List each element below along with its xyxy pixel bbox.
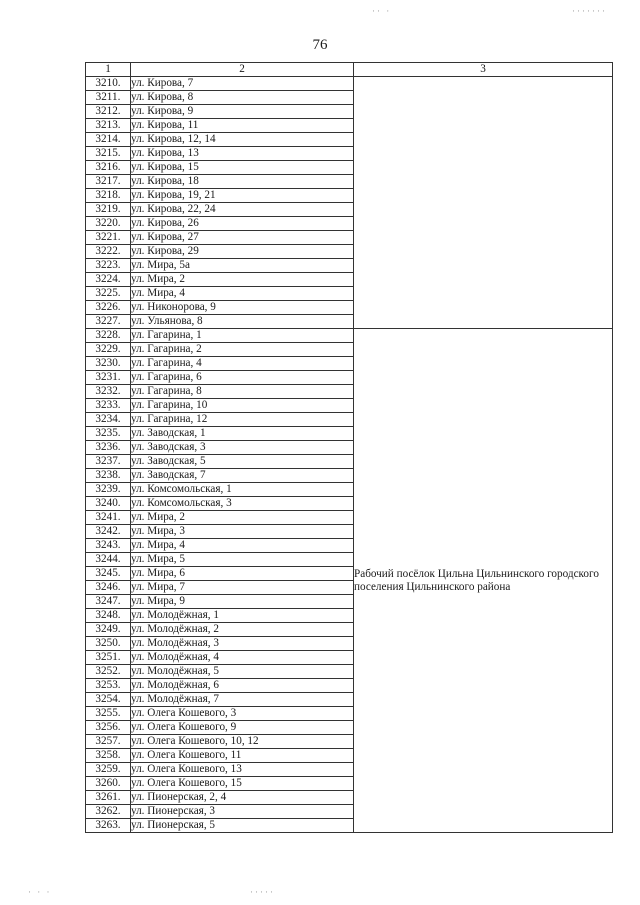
row-number: 3230. xyxy=(86,357,131,371)
row-number: 3248. xyxy=(86,609,131,623)
row-number: 3233. xyxy=(86,399,131,413)
row-address: ул. Гагарина, 10 xyxy=(131,399,354,413)
row-address: ул. Мира, 2 xyxy=(131,273,354,287)
row-address: ул. Кирова, 26 xyxy=(131,217,354,231)
row-number: 3249. xyxy=(86,623,131,637)
row-address: ул. Молодёжная, 4 xyxy=(131,651,354,665)
row-number: 3225. xyxy=(86,287,131,301)
row-number: 3244. xyxy=(86,553,131,567)
row-number: 3259. xyxy=(86,763,131,777)
table-body xyxy=(86,63,613,833)
row-address: ул. Гагарина, 12 xyxy=(131,413,354,427)
header-col-3: 3 xyxy=(354,63,613,77)
row-number: 3261. xyxy=(86,791,131,805)
row-address: ул. Олега Кошевого, 10, 12 xyxy=(131,735,354,749)
row-number: 3242. xyxy=(86,525,131,539)
row-number: 3218. xyxy=(86,189,131,203)
row-number: 3232. xyxy=(86,385,131,399)
row-address: ул. Заводская, 7 xyxy=(131,469,354,483)
row-address: ул. Мира, 5а xyxy=(131,259,354,273)
row-number: 3227. xyxy=(86,315,131,329)
row-number: 3263. xyxy=(86,819,131,833)
row-address: ул. Заводская, 3 xyxy=(131,441,354,455)
settlement-cell xyxy=(354,77,613,329)
row-address: ул. Кирова, 19, 21 xyxy=(131,189,354,203)
row-address: ул. Мира, 7 xyxy=(131,581,354,595)
row-address: ул. Мира, 4 xyxy=(131,287,354,301)
row-address: ул. Молодёжная, 5 xyxy=(131,665,354,679)
row-address: ул. Мира, 9 xyxy=(131,595,354,609)
row-number: 3210. xyxy=(86,77,131,91)
page-number: 76 xyxy=(312,37,328,53)
row-address: ул. Молодёжная, 6 xyxy=(131,679,354,693)
row-address: ул. Комсомольская, 1 xyxy=(131,483,354,497)
row-address: ул. Никонорова, 9 xyxy=(131,301,354,315)
row-number: 3234. xyxy=(86,413,131,427)
row-number: 3222. xyxy=(86,245,131,259)
header-col-1: 1 xyxy=(86,63,131,77)
row-number: 3253. xyxy=(86,679,131,693)
scan-artifact: · · · xyxy=(28,887,52,897)
row-number: 3239. xyxy=(86,483,131,497)
row-number: 3238. xyxy=(86,469,131,483)
row-address: ул. Кирова, 27 xyxy=(131,231,354,245)
row-number: 3214. xyxy=(86,133,131,147)
row-address: ул. Гагарина, 2 xyxy=(131,343,354,357)
row-number: 3215. xyxy=(86,147,131,161)
row-address: ул. Мира, 3 xyxy=(131,525,354,539)
row-address: ул. Заводская, 5 xyxy=(131,455,354,469)
row-number: 3213. xyxy=(86,119,131,133)
row-address: ул. Гагарина, 1 xyxy=(131,329,354,343)
row-address: ул. Кирова, 29 xyxy=(131,245,354,259)
row-address: ул. Пионерская, 5 xyxy=(131,819,354,833)
row-number: 3211. xyxy=(86,91,131,105)
row-number: 3216. xyxy=(86,161,131,175)
row-number: 3252. xyxy=(86,665,131,679)
row-address: ул. Олега Кошевого, 9 xyxy=(131,721,354,735)
row-address: ул. Мира, 6 xyxy=(131,567,354,581)
row-number: 3260. xyxy=(86,777,131,791)
row-address: ул. Олега Кошевого, 13 xyxy=(131,763,354,777)
address-register-table xyxy=(85,62,613,833)
row-number: 3240. xyxy=(86,497,131,511)
row-number: 3251. xyxy=(86,651,131,665)
row-number: 3226. xyxy=(86,301,131,315)
table-header-row xyxy=(86,63,613,77)
row-address: ул. Комсомольская, 3 xyxy=(131,497,354,511)
row-number: 3243. xyxy=(86,539,131,553)
scan-artifact: ·· · xyxy=(372,6,392,16)
row-number: 3257. xyxy=(86,735,131,749)
row-address: ул. Пионерская, 3 xyxy=(131,805,354,819)
row-address: ул. Кирова, 15 xyxy=(131,161,354,175)
header-col-2: 2 xyxy=(131,63,354,77)
row-address: ул. Кирова, 11 xyxy=(131,119,354,133)
row-number: 3246. xyxy=(86,581,131,595)
row-number: 3229. xyxy=(86,343,131,357)
row-address: ул. Молодёжная, 2 xyxy=(131,623,354,637)
row-number: 3223. xyxy=(86,259,131,273)
row-number: 3245. xyxy=(86,567,131,581)
row-address: ул. Кирова, 9 xyxy=(131,105,354,119)
row-number: 3258. xyxy=(86,749,131,763)
row-address: ул. Гагарина, 4 xyxy=(131,357,354,371)
row-number: 3237. xyxy=(86,455,131,469)
row-number: 3231. xyxy=(86,371,131,385)
row-number: 3228. xyxy=(86,329,131,343)
row-number: 3235. xyxy=(86,427,131,441)
row-address: ул. Гагарина, 6 xyxy=(131,371,354,385)
row-number: 3250. xyxy=(86,637,131,651)
scan-artifact: ····· xyxy=(250,887,275,897)
row-address: ул. Мира, 2 xyxy=(131,511,354,525)
row-number: 3255. xyxy=(86,707,131,721)
table-row xyxy=(86,329,613,343)
row-address: ул. Мира, 4 xyxy=(131,539,354,553)
row-address: ул. Пионерская, 2, 4 xyxy=(131,791,354,805)
row-number: 3212. xyxy=(86,105,131,119)
row-number: 3236. xyxy=(86,441,131,455)
row-number: 3221. xyxy=(86,231,131,245)
row-address: ул. Молодёжная, 3 xyxy=(131,637,354,651)
row-address: ул. Олега Кошевого, 15 xyxy=(131,777,354,791)
scan-artifact: ······· xyxy=(572,6,607,16)
row-number: 3256. xyxy=(86,721,131,735)
row-address: ул. Молодёжная, 7 xyxy=(131,693,354,707)
row-address: ул. Мира, 5 xyxy=(131,553,354,567)
row-address: ул. Кирова, 8 xyxy=(131,91,354,105)
row-address: ул. Кирова, 22, 24 xyxy=(131,203,354,217)
settlement-cell: Рабочий посёлок Цильна Цильнинского городского поселения Цильнинского района xyxy=(354,329,613,833)
row-address: ул. Гагарина, 8 xyxy=(131,385,354,399)
row-address: ул. Кирова, 7 xyxy=(131,77,354,91)
table-row xyxy=(86,77,613,91)
row-address: ул. Ульянова, 8 xyxy=(131,315,354,329)
row-number: 3262. xyxy=(86,805,131,819)
row-address: ул. Кирова, 18 xyxy=(131,175,354,189)
row-number: 3247. xyxy=(86,595,131,609)
row-number: 3241. xyxy=(86,511,131,525)
row-address: ул. Олега Кошевого, 3 xyxy=(131,707,354,721)
row-address: ул. Олега Кошевого, 11 xyxy=(131,749,354,763)
row-address: ул. Кирова, 13 xyxy=(131,147,354,161)
row-number: 3217. xyxy=(86,175,131,189)
row-number: 3219. xyxy=(86,203,131,217)
row-address: ул. Кирова, 12, 14 xyxy=(131,133,354,147)
row-number: 3254. xyxy=(86,693,131,707)
row-number: 3224. xyxy=(86,273,131,287)
row-address: ул. Заводская, 1 xyxy=(131,427,354,441)
row-address: ул. Молодёжная, 1 xyxy=(131,609,354,623)
row-number: 3220. xyxy=(86,217,131,231)
